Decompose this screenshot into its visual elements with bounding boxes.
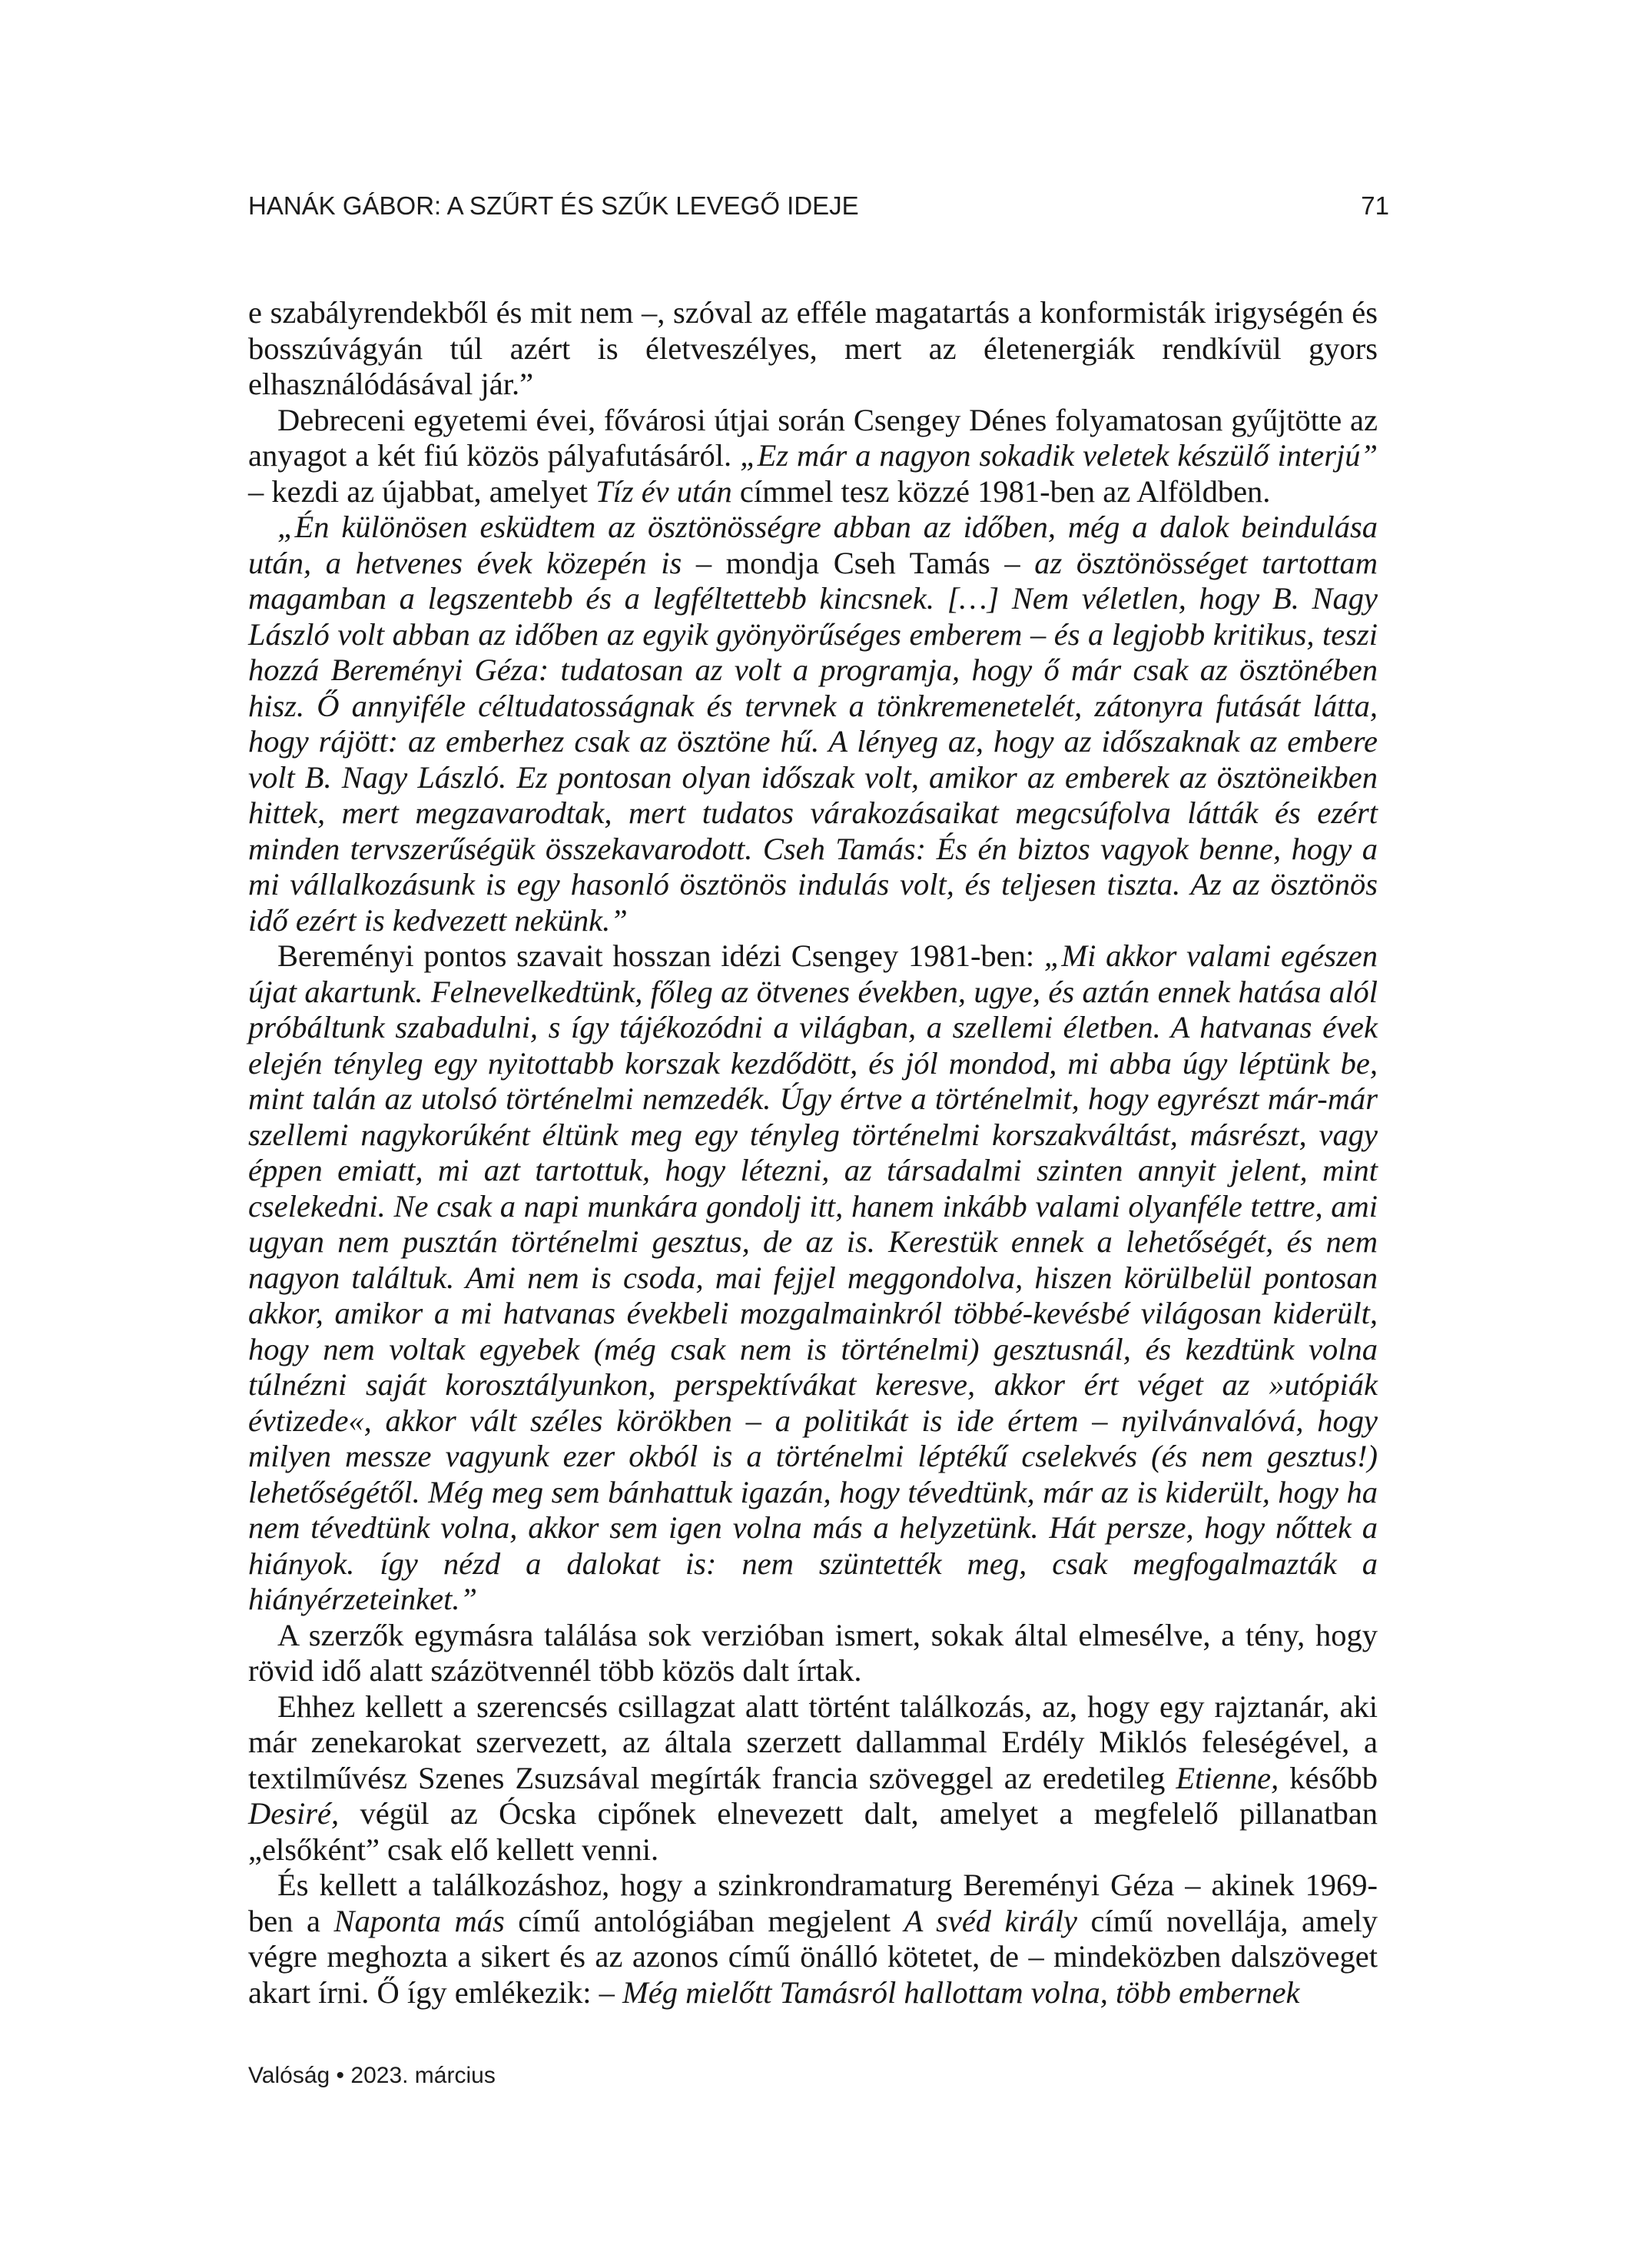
- italic-quote-segment: Etienne,: [1176, 1760, 1279, 1795]
- italic-quote-segment: Tíz év után: [595, 473, 732, 509]
- paragraph: [248, 938, 1378, 1618]
- text-segment: című novellája, amely végre meghozta a sikert és az azonos című önálló kötetet, de – mindeközben dalszöveget akart írni. Ő így emlékezik: –: [248, 1903, 1378, 2010]
- text-segment: címmel tesz közzé 1981-ben az Alföldben.: [731, 473, 1271, 509]
- paragraph: [248, 1618, 1378, 1689]
- bullet-separator: •: [336, 2063, 345, 2088]
- text-segment: később: [1279, 1760, 1378, 1795]
- paragraph: [248, 1689, 1378, 1868]
- text-segment: Bereményi pontos szavait hosszan idézi Csengey 1981-ben:: [277, 938, 1044, 973]
- italic-quote-segment: Desiré,: [248, 1796, 340, 1831]
- article-body: [248, 295, 1378, 2011]
- italic-quote-segment: A svéd király: [904, 1903, 1078, 1938]
- text-segment: – kezdi az újabbat, amelyet: [248, 473, 596, 509]
- text-segment: Ehhez kellett a szerencsés csillagzat alatt történt találkozás, az, hogy egy rajztanár, aki már zenekarokat szervezett, az általa szerzett dallammal Erdély Miklós feleségével, a textilművész Szenes Zsuzsával megírták francia szöveggel az eredetileg: [248, 1689, 1378, 1795]
- text-segment: Debreceni egyetemi évei, fővárosi útjai során Csengey Dénes folyamatosan gyűjtötte az anyagot a két fiú közös pályafutásáról.: [248, 402, 1378, 473]
- paragraph: [248, 295, 1378, 403]
- italic-quote-segment: Naponta más: [333, 1903, 505, 1938]
- page-footer: [248, 2062, 496, 2090]
- text-segment: – mondja Cseh Tamás –: [682, 545, 1035, 580]
- text-segment: És kellett a találkozáshoz, hogy a szinkrondramaturg Bereményi Géza – akinek 1969-ben a: [248, 1868, 1378, 1938]
- paragraph: [248, 403, 1378, 510]
- text-segment: végül az Ócska cipőnek elnevezett dalt, amelyet a megfelelő pillanatban „elsőként” csak elő kellett venni.: [248, 1796, 1378, 1867]
- text-segment: e szabályrendekből és mit nem –, szóval az efféle magatartás a konformisták irigységén és bosszúvágyán túl azért is életveszélyes, mert az életenergiák rendkívül gyors elhasználódásával jár.”: [248, 295, 1378, 401]
- paragraph: [248, 510, 1378, 938]
- text-segment: című antológiában megjelent: [504, 1903, 904, 1938]
- running-title: HANÁK GÁBOR: A SZŰRT ÉS SZŰK LEVEGŐ IDEJE: [248, 191, 859, 220]
- journal-name: Valóság: [248, 2063, 330, 2088]
- text-segment: A szerzők egymásra találása sok verzióban ismert, sokak által elmesélve, a tény, hogy rövid idő alatt százötvennél több közös dalt írtak.: [248, 1617, 1378, 1688]
- italic-quote-segment: az ösztönösséget tartottam magamban a legszentebb és a legféltettebb kincsnek. […] Nem véletlen, hogy B. Nagy László volt abban az időben az egyik gyönyörűséges emberem – és a legjobb kritikus, teszi hozzá Bereményi Géza: tudatosan az volt a programja, hogy ő már csak az ösztönében hisz. Ő annyiféle céltudatosságnak és tervnek a tönkremenetelét, zátonyra futását látta, hogy rájött: az emberhez csak az ösztöne hű. A lényeg az, hogy az időszaknak az embere volt B. Nagy László. Ez pontosan olyan időszak volt, amikor az emberek az ösztöneikben hittek, mert megzavarodtak, mert tudatos várakozásaikat megcsúfolva látták és ezért minden tervszerűségük összekavarodott. Cseh Tamás: És én biztos vagyok benne, hogy a mi vállalkozásunk is egy hasonló ösztönös indulás volt, és teljesen tiszta. Az az ösztönös idő ezért is kedvezett nekünk.”: [248, 545, 1378, 938]
- issue-date: 2023. március: [350, 2063, 496, 2088]
- italic-quote-segment: „Ez már a nagyon sokadik veletek készülő interjú”: [740, 438, 1378, 473]
- paragraph: [248, 1868, 1378, 2011]
- italic-quote-segment: „Mi akkor valami egészen újat akartunk. Felnevelkedtünk, főleg az ötvenes években, ugye, és aztán ennek hatása alól próbáltunk szabadulni, s így tájékozódni a világban, a szellemi életben. A hatvanas évek elején tényleg egy nyitottabb korszak kezdődött, és jól mondod, mi abba úgy léptünk be, mint talán az utolsó történelmi nemzedék. Úgy értve a történelmit, hogy egyrészt már-már szellemi nagykorúként éltünk meg egy tényleg történelmi korszakváltást, másrészt, vagy éppen emiatt, mi azt tartottuk, hogy létezni, az társadalmi szinten annyit jelent, mint cselekedni. Ne csak a napi munkára gondolj itt, hanem inkább valami olyanféle tettre, ami ugyan nem pusztán történelmi gesztus, de az is. Kerestük ennek a lehetőségét, és nem nagyon találtuk. Ami nem is csoda, mai fejjel meggondolva, hiszen körülbelül pontosan akkor, amikor a mi hatvanas évekbeli mozgalmainkról többé-kevésbé világosan kiderült, hogy nem voltak egyebek (még csak nem is történelmi) gesztusnál, és kezdtünk volna túlnézni saját korosztályunkon, perspektívákat keresve, akkor ért véget az »utópiák évtizede«, akkor vált széles körökben – a politikát is ide értem – nyilvánvalóvá, hogy milyen messze vagyunk ezer okból is a történelmi léptékű cselekvés (és nem gesztus!) lehetőségétől. Még meg sem bánhattuk igazán, hogy tévedtünk, már az is kiderült, hogy ha nem tévedtünk volna, akkor sem igen volna más a helyzetünk. Hát persze, hogy nőttek a hiányok. így nézd a dalokat is: nem szüntették meg, csak megfogalmazták a hiányérzeteinket.”: [248, 938, 1378, 1616]
- page-number: 71: [1361, 191, 1389, 220]
- italic-quote-segment: Még mielőtt Tamásról hallottam volna, több embernek: [622, 1974, 1300, 2010]
- italic-quote-segment: „Én különösen esküdtem az ösztönösségre abban az időben, még a dalok beindulása után, a hetvenes évek közepén is: [248, 510, 1378, 580]
- running-head: [248, 191, 1389, 221]
